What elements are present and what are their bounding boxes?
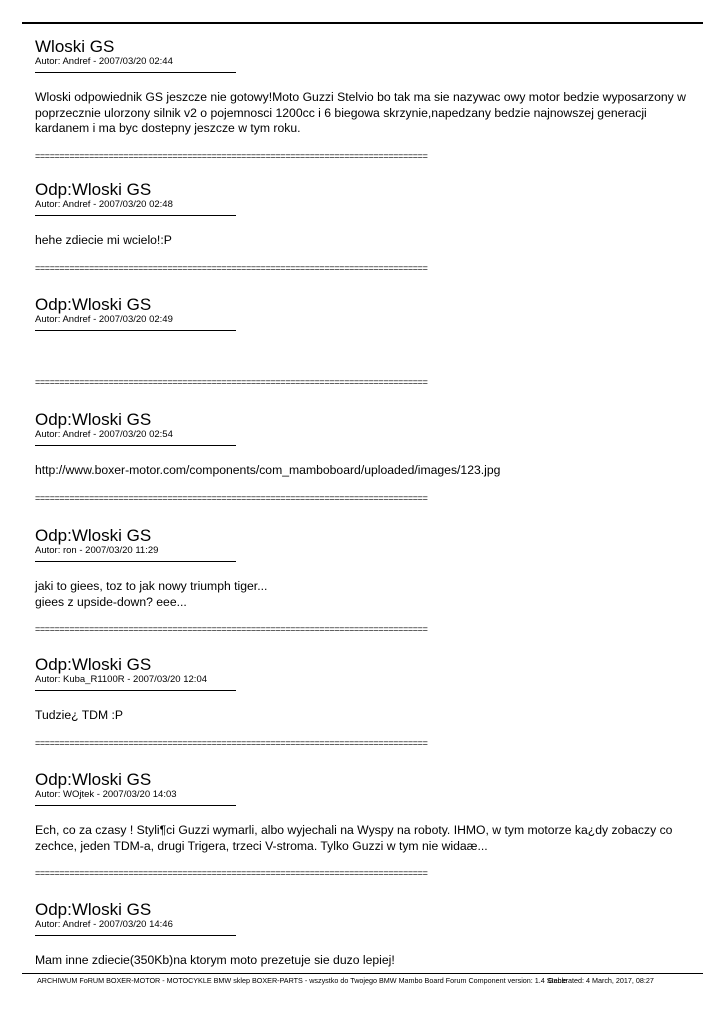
post-separator: ================================================================================	[35, 262, 428, 273]
post-body: jaki to giees, toz to jak nowy triumph tiger... giees z upside-down? eee...	[35, 579, 268, 609]
post-title: Wloski GS	[35, 37, 115, 56]
post-title: Odp:Wloski GS	[35, 295, 152, 314]
meta-rule	[35, 330, 236, 331]
meta-rule	[35, 935, 236, 936]
post	[35, 180, 695, 273]
post-meta: Autor: Andref - 2007/03/20 02:54	[35, 429, 173, 440]
post-body[interactable]: http://www.boxer-motor.com/components/com_mamboboard/uploaded/images/123.jpg	[35, 463, 501, 477]
post-separator: ================================================================================	[35, 868, 428, 878]
post	[35, 37, 695, 161]
post-body: Mam inne zdiecie(350Kb)na ktorym moto prezetuje sie duzo lepiej!	[35, 953, 395, 967]
post	[35, 526, 695, 634]
footer-archive-text: ARCHIWUM FoRUM BOXER-MOTOR - MOTOCYKLE BMW sklep BOXER-PARTS - wszystko do Twojego BMW	[37, 976, 397, 985]
post-title: Odp:Wloski GS	[35, 526, 152, 545]
meta-rule	[35, 215, 236, 216]
post-title: Odp:Wloski GS	[35, 900, 152, 919]
post-title: Odp:Wloski GS	[35, 410, 152, 429]
post-separator: ================================================================================	[35, 150, 428, 161]
post-separator: ================================================================================	[35, 624, 428, 634]
post-separator: ================================================================================	[35, 492, 428, 503]
post	[35, 410, 695, 503]
footer-component-text: Mambo Board Forum Component version: 1.4 Stable	[398, 976, 568, 985]
meta-rule	[35, 690, 236, 691]
post-separator: ================================================================================	[35, 377, 428, 387]
post	[35, 770, 695, 878]
post-title: Odp:Wloski GS	[35, 180, 152, 199]
post-meta: Autor: Andref - 2007/03/20 02:48	[35, 199, 173, 210]
meta-rule	[35, 561, 236, 562]
meta-rule	[35, 72, 236, 73]
post-meta: Autor: Andref - 2007/03/20 02:49	[35, 314, 173, 325]
post	[35, 655, 695, 748]
post-title: Odp:Wloski GS	[35, 770, 152, 789]
meta-rule	[35, 805, 236, 806]
post	[35, 900, 695, 969]
post	[35, 295, 695, 387]
post-meta: Autor: Kuba_R1100R - 2007/03/20 12:04	[35, 674, 208, 685]
post-meta: Autor: Andref - 2007/03/20 02:44	[35, 56, 173, 67]
post-body: Ech, co za czasy ! Styli¶ci Guzzi wymarli, albo wyjechali na Wyspy na roboty. IHMO, w tym motorze ka¿dy zobaczy co zechce, jeden TDM-a, drugi Trigera, trzeci V-stroma. Tylko Guzzi w tym nie widaæ...	[35, 823, 673, 853]
post-body: hehe zdiecie mi wcielo!:P	[35, 233, 172, 247]
post-meta: Autor: WOjtek - 2007/03/20 14:03	[35, 789, 177, 800]
post-title: Odp:Wloski GS	[35, 655, 152, 674]
post-body: Tudzie¿ TDM :P	[35, 708, 124, 722]
post-separator: ================================================================================	[35, 737, 428, 748]
meta-rule	[35, 445, 236, 446]
post-meta: Autor: ron - 2007/03/20 11:29	[35, 545, 159, 556]
footer-rule	[22, 973, 703, 974]
post-meta: Autor: Andref - 2007/03/20 14:46	[35, 919, 173, 930]
footer-left	[37, 976, 567, 985]
post-body: Wloski odpowiednik GS jeszcze nie gotowy!Moto Guzzi Stelvio bo tak ma sie nazywac owy motor bedzie wyposarzony w poprzecznie ulorzony silnik v2 o pojemnosci 1200cc i 6 biegowa skrzynie,napedzany bedzie najnowszej generacji kardanem i ma byc dostepny jeszcze w tym roku.	[35, 90, 686, 135]
top-rule	[22, 22, 703, 24]
footer-generated: Generated: 4 March, 2017, 08:27	[548, 976, 654, 985]
post-body	[35, 348, 695, 363]
